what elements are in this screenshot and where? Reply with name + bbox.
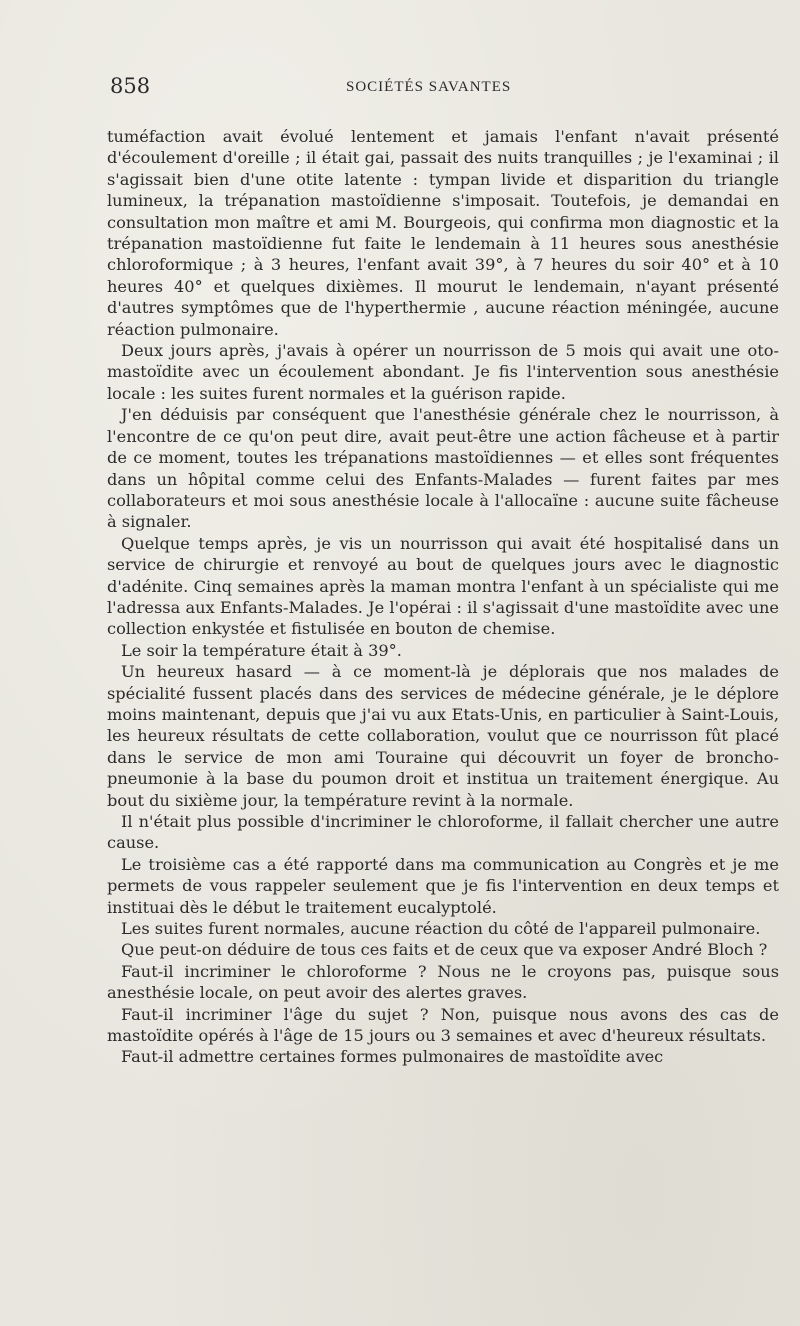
- paragraph: Que peut-on déduire de tous ces faits et de ceux que va exposer André Bloch ?: [121, 940, 768, 960]
- body-text: [107, 126, 779, 1068]
- paragraph: Les suites furent normales, aucune réaction du côté de l'appareil pulmonaire.: [121, 919, 761, 939]
- page-number: 858: [110, 74, 151, 98]
- paragraph: Le troisième cas a été rapporté dans ma communication au Congrès et je me permets de vous rappeler seulement que je fis l'intervention en deux temps et instituai dès le début le traitement eucalyptolé.: [107, 854, 779, 917]
- paragraph: Faut-il incriminer le chloroforme ? Nous ne le croyons pas, puisque sous anesthésie locale, on peut avoir des alertes graves.: [107, 961, 779, 1003]
- paragraph: Faut-il admettre certaines formes pulmonaires de mastoïdite avec: [121, 1047, 664, 1067]
- running-title: SOCIÉTÉS SAVANTES: [346, 79, 512, 95]
- paragraph: Le soir la température était à 39°.: [121, 640, 402, 660]
- paragraph: Il n'était plus possible d'incriminer le chloroforme, il fallait chercher une autre cause.: [107, 812, 779, 853]
- page-header: [110, 74, 700, 104]
- paragraph: Un heureux hasard — à ce moment-là je déplorais que nos malades de spécialité fussent placés dans des services de médecine générale, je le déplore moins maintenant, depuis que j'ai vu aux Etats-Unis, en particulier à Saint-Louis, les heureux résultats de cette collaboration, voulut que ce nourrisson fût placé dans le service de mon ami Touraine qui découvrit un foyer de broncho-pneumonie à la base du poumon droit et institua un traitement énergique. Au bout du sixième jour, la température revint à la normale.: [107, 662, 779, 810]
- paragraph: Deux jours après, j'avais à opérer un nourrisson de 5 mois qui avait une oto-mastoïdite avec un écoulement abondant. Je fis l'intervention sous anesthésie locale : les suites furent normales et la guérison rapide.: [107, 341, 779, 403]
- paragraph: Quelque temps après, je vis un nourrisson qui avait été hospitalisé dans un service de chirurgie et renvoyé au bout de quelques jours avec le diagnostic d'adénite. Cinq semaines après la maman montra l'enfant à un spécialiste qui me l'adressa aux Enfants-Malades. Je l'opérai : il s'agissait d'une mastoïdite avec une collection enkystée et fistulisée en bouton de chemise.: [107, 533, 779, 639]
- paragraph: J'en déduisis par conséquent que l'anesthésie générale chez le nourrisson, à l'encontre de ce qu'on peut dire, avait peut-être une action fâcheuse et à partir de ce moment, toutes les trépanations mastoïdiennes — et elles sont fréquentes dans un hôpital comme celui des Enfants-Malades — furent faites par mes collaborateurs et moi sous anesthésie locale à l'allocaïne : aucune suite fâcheuse à signaler.: [107, 405, 779, 532]
- paragraph: Faut-il incriminer l'âge du sujet ? Non, puisque nous avons des cas de mastoïdite opérés à l'âge de 15 jours ou 3 semaines et avec d'heureux résultats.: [107, 1004, 779, 1046]
- paragraph: tuméfaction avait évolué lentement et jamais l'enfant n'avait présenté d'écoulement d'oreille ; il était gai, passait des nuits tranquilles ; je l'examinai ; il s'agissait bien d'une otite latente : tympan livide et disparition du triangle lumineux, la trépanation mastoïdienne s'imposait. Toutefois, je demandai en consultation mon maître et ami M. Bourgeois, qui confirma mon diagnostic et la trépanation mastoïdienne fut faite le lendemain à 11 heures sous anesthésie chloroformique ; à 3 heures, l'enfant avait 39°, à 7 heures du soir 40° et à 10 heures 40° et quelques dixièmes. Il mourut le lendemain, n'ayant présenté d'autres symptômes que de l'hyperthermie , aucune réaction méningée, aucune réaction pulmonaire.: [107, 127, 779, 339]
